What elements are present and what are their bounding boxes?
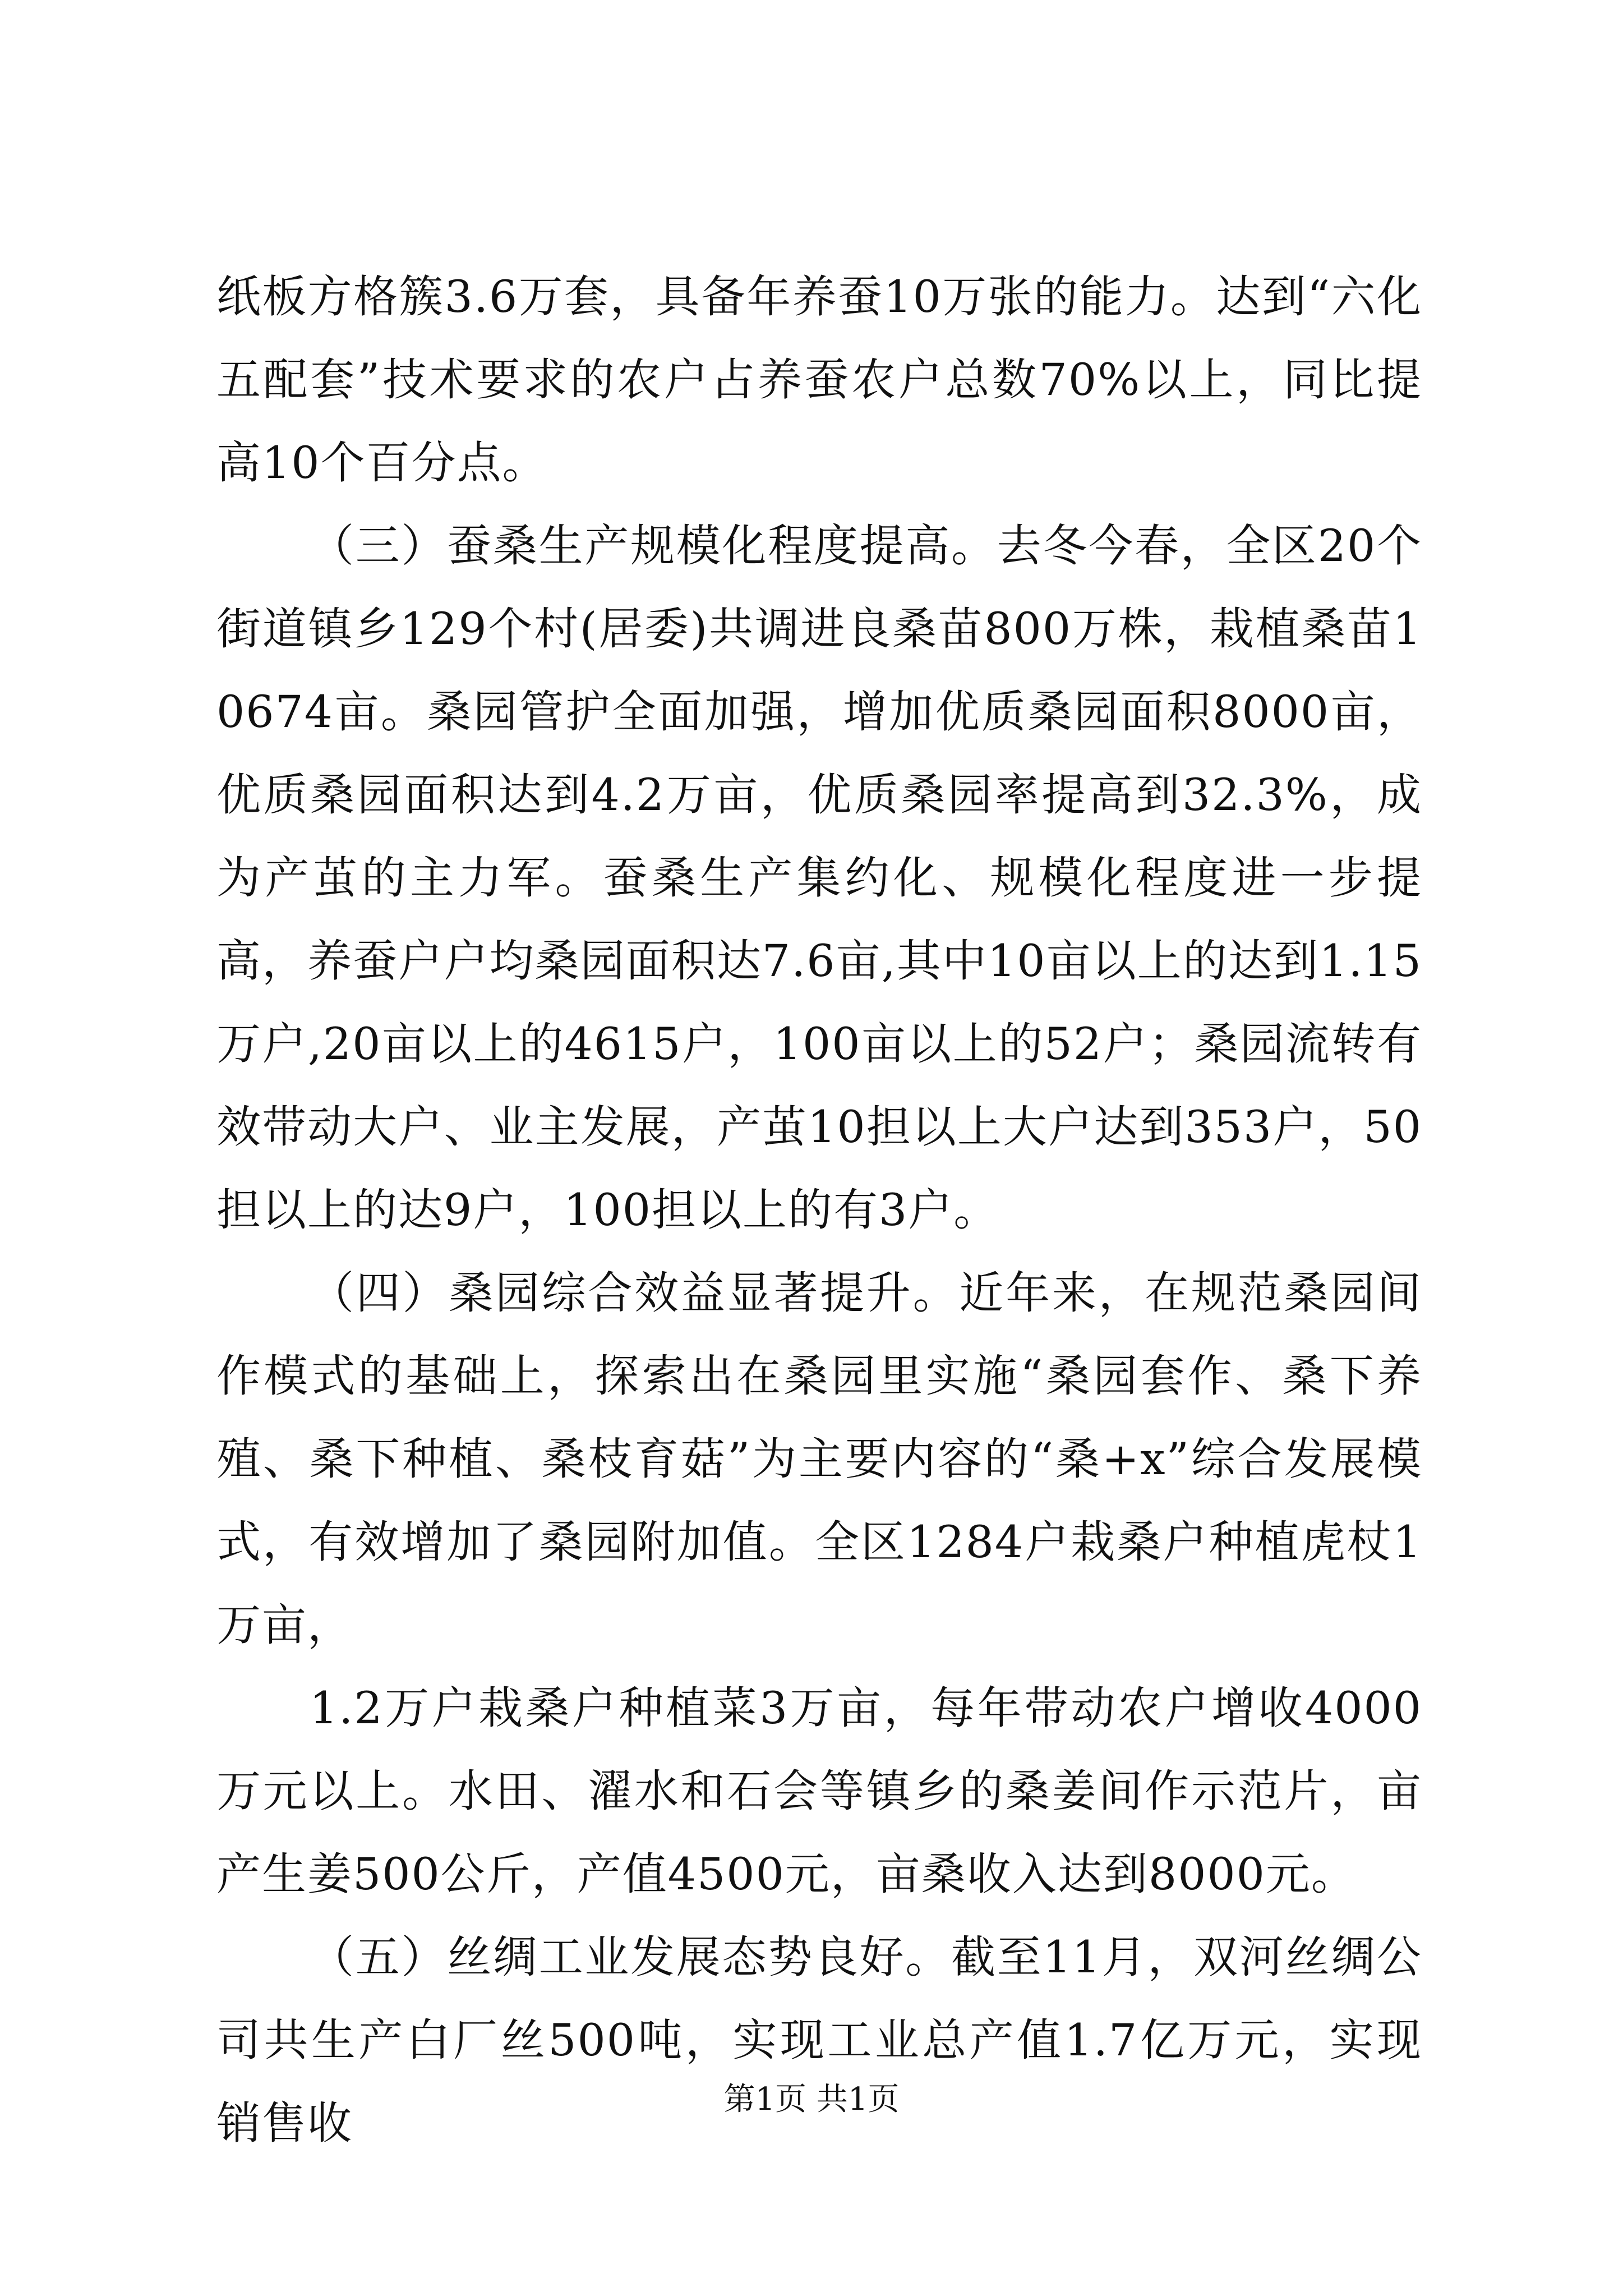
page-footer: 第1页 共1页 [723, 2081, 900, 2118]
paragraph-continued: 纸板方格簇3.6万套，具备年养蚕10万张的能力。达到“六化五配套”技术要求的农户占养蚕农户总数70%以上，同比提高10个百分点。 [216, 271, 1422, 489]
paragraph-section-4-continued: 1.2万户栽桑户种植菜3万亩，每年带动农户增收4000万元以上。水田、濯水和石会等镇乡的桑姜间作示范片，亩产生姜500公斤，产值4500元，亩桑收入达到8000元。 [216, 1682, 1422, 1900]
paragraph-section-5: （五）丝绸工业发展态势良好。截至11月，双河丝绸公司共生产白厂丝500吨，实现工业总产值1.7亿万元，实现销售收 [216, 1931, 1422, 2149]
paragraph-section-4: （四）桑园综合效益显著提升。近年来，在规范桑园间作模式的基础上，探索出在桑园里实施“桑园套作、桑下养殖、桑下种植、桑枝育菇”为主要内容的“桑+x”综合发展模式，有效增加了桑园附加值。全区1284户栽桑户种植虎杖1万亩， [216, 1267, 1422, 1651]
paragraph-section-3: （三）蚕桑生产规模化程度提高。去冬今春，全区20个街道镇乡129个村(居委)共调进良桑苗800万株，栽植桑苗10674亩。桑园管护全面加强，增加优质桑园面积8000亩，优质桑园面积达到4.2万亩，优质桑园率提高到32.3%，成为产茧的主力军。蚕桑生产集约化、规模化程度进一步提高，养蚕户户均桑园面积达7.6亩,其中10亩以上的达到1.15万户,20亩以上的4615户，100亩以上的52户；桑园流转有效带动大户、业主发展，产茧10担以上大户达到353户，50担以上的达9户，100担以上的有3户。 [216, 520, 1422, 1236]
document-body [216, 255, 1422, 2165]
